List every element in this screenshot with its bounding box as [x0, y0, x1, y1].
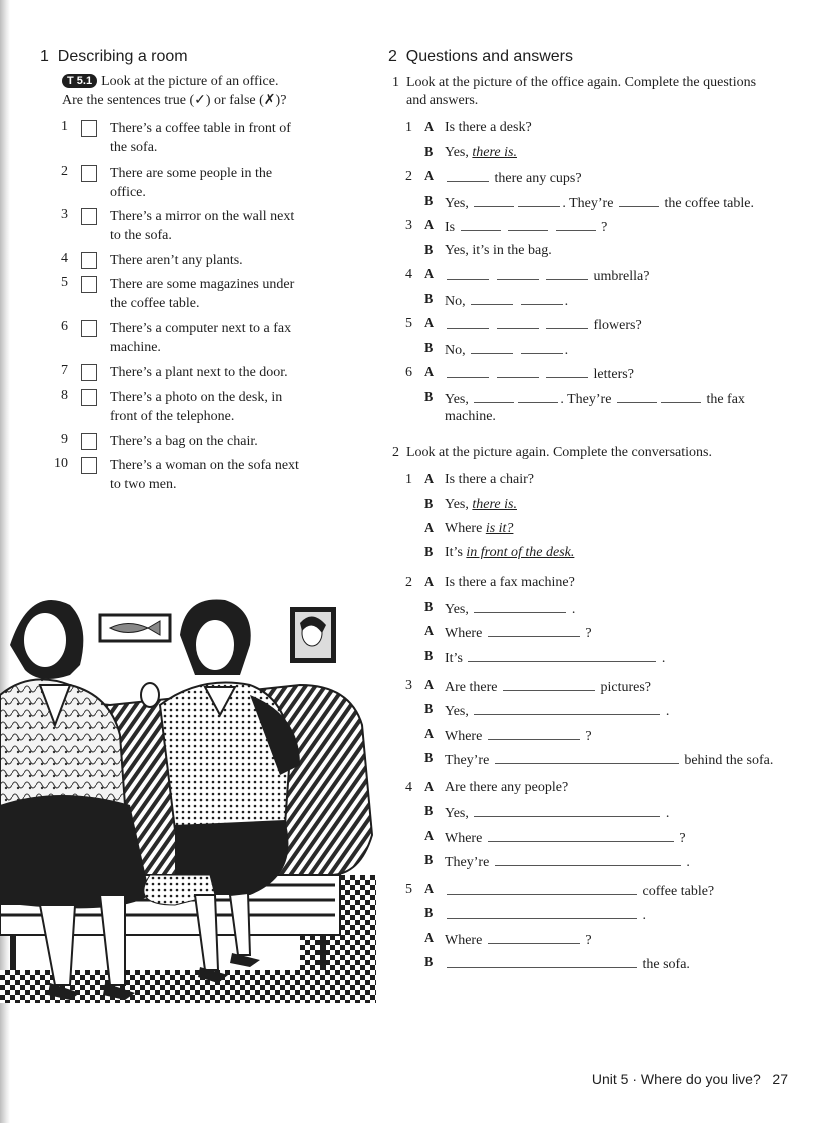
p2-c2-a1: Is there a fax machine? — [445, 575, 575, 590]
p1-q4-number: 4 — [405, 267, 412, 282]
true-false-checkbox[interactable] — [81, 276, 97, 293]
ex1-statement-line: front of the telephone. — [110, 409, 235, 424]
answer-blank[interactable] — [447, 316, 489, 329]
speaker-b: B — [424, 341, 434, 356]
p2-c5-a1: coffee table? — [445, 882, 714, 900]
p1-q3-number: 3 — [405, 218, 412, 233]
ex1-item-number: 5 — [61, 275, 68, 290]
ex1-statement — [110, 207, 320, 245]
ex1-item-number: 7 — [61, 363, 68, 378]
ex2-part1-instruction: Look at the picture of the office again. Complete the questions — [406, 75, 757, 90]
speaker-a: A — [424, 882, 435, 897]
ex1-statement — [110, 456, 320, 494]
ex2-part1-instruction-2: and answers. — [406, 93, 479, 108]
ex1-item-number: 1 — [61, 119, 68, 134]
ex1-statement — [110, 119, 320, 157]
answer-blank[interactable] — [447, 955, 637, 968]
p2-c5-a2: Where ? — [445, 933, 592, 948]
ex1-statement-line: There are some people in the — [110, 166, 273, 181]
speaker-a: A — [424, 727, 435, 742]
p1-q5-a: flowers? — [445, 316, 642, 334]
office-illustration — [0, 575, 376, 1005]
speaker-b: B — [424, 649, 434, 664]
p2-c4-a2: Where ? — [445, 831, 686, 846]
footer-separator: · — [632, 1071, 638, 1087]
speaker-a: A — [424, 780, 435, 795]
p2-c3-a2: Where ? — [445, 729, 592, 744]
p1-q5-number: 5 — [405, 316, 412, 331]
speaker-a: A — [424, 931, 435, 946]
ex1-statement — [110, 319, 320, 357]
answer-blank[interactable] — [546, 316, 588, 329]
p2-c4-b1: Yes, . — [445, 806, 670, 821]
answer-blank[interactable] — [468, 649, 656, 662]
speaker-a: A — [424, 829, 435, 844]
ex1-statement — [110, 432, 320, 451]
p2-c3-b2: They’re behind the sofa. — [445, 753, 774, 768]
speaker-b: B — [424, 751, 434, 766]
answer-blank[interactable] — [518, 194, 560, 207]
answer-blank[interactable] — [474, 390, 514, 403]
p2-c5-b1: . — [445, 906, 646, 924]
ex2-part2-number: 2 — [392, 445, 399, 460]
answer-blank[interactable] — [661, 390, 701, 403]
speaker-b: B — [424, 545, 434, 560]
p1-q2-number: 2 — [405, 169, 412, 184]
ex1-heading: 1 Describing a room — [40, 48, 188, 65]
p1-q2-a: there any cups? — [445, 169, 582, 187]
answer-blank[interactable] — [488, 624, 580, 637]
ex1-title: Describing a room — [57, 48, 188, 65]
ex1-statement-line: office. — [110, 185, 146, 200]
ex1-item-number: 4 — [61, 251, 68, 266]
p1-q6-a: letters? — [445, 365, 634, 383]
answer-blank[interactable] — [518, 390, 558, 403]
example-answer: there is. — [472, 145, 517, 160]
speaker-a: A — [424, 267, 435, 282]
answer-blank[interactable] — [474, 600, 566, 613]
p1-q4-b: No, . — [445, 294, 569, 309]
true-false-checkbox[interactable] — [81, 389, 97, 406]
ex1-instruction: T 5.1 Look at the picture of an office. — [62, 72, 278, 91]
speaker-b: B — [424, 292, 434, 307]
speaker-b: B — [424, 906, 434, 921]
answer-blank[interactable] — [474, 804, 660, 817]
ex1-statement-line: to the sofa. — [110, 228, 172, 243]
p2-c1-a1: Is there a chair? — [445, 472, 534, 487]
answer-blank[interactable] — [474, 194, 514, 207]
true-false-checkbox[interactable] — [81, 120, 97, 137]
p1-q3-a: Is ? — [445, 220, 608, 235]
ex1-statement-line: There aren’t any plants. — [110, 253, 243, 268]
answer-blank[interactable] — [617, 390, 657, 403]
answer-blank[interactable] — [447, 882, 637, 895]
ex1-item-number: 3 — [61, 207, 68, 222]
answer-blank[interactable] — [447, 267, 489, 280]
p1-q4-a: umbrella? — [445, 267, 649, 285]
ex1-item-number: 8 — [61, 388, 68, 403]
ex1-statement-line: to two men. — [110, 477, 177, 492]
p2-c1-a2: Where is it? — [445, 521, 514, 536]
ex1-statement-line: There’s a computer next to a fax — [110, 321, 292, 336]
ex1-statement — [110, 388, 320, 426]
answer-blank[interactable] — [461, 218, 501, 231]
ex1-statement-line: There are some magazines under — [110, 277, 295, 292]
example-answer: in front of the desk. — [466, 545, 575, 560]
speaker-b: B — [424, 955, 434, 970]
answer-blank[interactable] — [619, 194, 659, 207]
p2-c3-b1: Yes, . — [445, 704, 670, 719]
ex1-statement-line: the sofa. — [110, 140, 158, 155]
speaker-b: B — [424, 804, 434, 819]
p1-q1-number: 1 — [405, 120, 412, 135]
speaker-b: B — [424, 390, 434, 405]
answer-blank[interactable] — [556, 218, 596, 231]
ex1-item-number: 2 — [61, 164, 68, 179]
answer-blank[interactable] — [546, 365, 588, 378]
speaker-b: B — [424, 600, 434, 615]
ex1-statement-line: There’s a photo on the desk, in — [110, 390, 283, 405]
speaker-a: A — [424, 575, 435, 590]
audio-track-badge: T 5.1 — [62, 74, 97, 88]
ex1-statement-line: the coffee table. — [110, 296, 200, 311]
ex2-part2-instruction: Look at the picture again. Complete the conversations. — [406, 445, 712, 460]
p2-c5-b2: the sofa. — [445, 955, 690, 973]
speaker-a: A — [424, 521, 435, 536]
answer-blank[interactable] — [503, 678, 595, 691]
p1-q6-b: Yes, . They’re the fax — [445, 392, 745, 407]
ex1-instruction-2: Are the sentences true (✓) or false (✗)? — [62, 93, 287, 108]
p2-c5-number: 5 — [405, 882, 412, 897]
answer-blank[interactable] — [488, 727, 580, 740]
p1-q6-b-cont: machine. — [445, 409, 496, 424]
speaker-a: A — [424, 678, 435, 693]
example-answer: is it? — [485, 521, 514, 536]
answer-blank[interactable] — [447, 365, 489, 378]
p2-c4-a1: Are there any people? — [445, 780, 569, 795]
true-false-checkbox[interactable] — [81, 457, 97, 474]
true-false-checkbox[interactable] — [81, 364, 97, 381]
answer-blank[interactable] — [447, 169, 489, 182]
footer-title: Where do you live? — [640, 1071, 761, 1087]
p2-c3-a1: Are there pictures? — [445, 680, 651, 695]
ex1-item-number: 9 — [61, 432, 68, 447]
p2-c4-b2: They’re . — [445, 855, 690, 870]
answer-blank[interactable] — [495, 853, 681, 866]
footer-unit: Unit 5 — [591, 1071, 629, 1087]
answer-blank[interactable] — [521, 292, 563, 305]
answer-blank[interactable] — [474, 702, 660, 715]
answer-blank[interactable] — [495, 751, 679, 764]
answer-blank[interactable] — [546, 267, 588, 280]
speaker-a: A — [424, 218, 435, 233]
speaker-b: B — [424, 702, 434, 717]
page-footer — [592, 1071, 788, 1087]
ex1-statement-line: There’s a plant next to the door. — [110, 365, 288, 380]
ex1-statement — [110, 164, 320, 202]
ex1-statement — [110, 363, 320, 382]
p2-c4-number: 4 — [405, 780, 412, 795]
speaker-b: B — [424, 145, 434, 160]
p1-q5-b: No, . — [445, 343, 569, 358]
page-number: 27 — [772, 1071, 788, 1087]
answer-blank[interactable] — [508, 218, 548, 231]
ex1-statement-line: There’s a bag on the chair. — [110, 434, 258, 449]
ex1-statement-line: There’s a woman on the sofa next — [110, 458, 299, 473]
ex2-heading: 2 Questions and answers — [388, 48, 573, 65]
speaker-a: A — [424, 169, 435, 184]
p2-c2-b2: It’s . — [445, 651, 666, 666]
p2-c1-number: 1 — [405, 472, 412, 487]
ex1-item-number: 10 — [54, 456, 68, 471]
speaker-b: B — [424, 194, 434, 209]
speaker-a: A — [424, 120, 435, 135]
ex1-statement — [110, 275, 320, 313]
p2-c2-a2: Where ? — [445, 626, 592, 641]
ex2-title: Questions and answers — [405, 48, 573, 65]
answer-blank[interactable] — [497, 316, 539, 329]
true-false-checkbox[interactable] — [81, 320, 97, 337]
ex1-statement-line: machine. — [110, 340, 161, 355]
answer-blank[interactable] — [488, 931, 580, 944]
answer-blank[interactable] — [488, 829, 674, 842]
p1-q2-b: Yes, . They’re the coffee table. — [445, 196, 754, 211]
p1-q6-number: 6 — [405, 365, 412, 380]
p1-q1-b: Yes, there is. — [445, 145, 517, 160]
true-false-checkbox[interactable] — [81, 165, 97, 182]
p2-c1-b1: Yes, there is. — [445, 497, 517, 512]
speaker-b: B — [424, 243, 434, 258]
answer-blank[interactable] — [471, 341, 513, 354]
p2-c1-b2: It’s in front of the desk. — [445, 545, 575, 560]
speaker-b: B — [424, 497, 434, 512]
ex1-statement — [110, 251, 320, 270]
answer-blank[interactable] — [521, 341, 563, 354]
ex1-statement-line: There’s a coffee table in front of — [110, 121, 291, 136]
example-answer: there is. — [472, 497, 517, 512]
p1-q1-a: Is there a desk? — [445, 120, 532, 135]
p2-c3-number: 3 — [405, 678, 412, 693]
p1-q3-b: Yes, it’s in the bag. — [445, 243, 552, 258]
speaker-a: A — [424, 316, 435, 331]
answer-blank[interactable] — [497, 365, 539, 378]
answer-blank[interactable] — [471, 292, 513, 305]
ex1-item-number: 6 — [61, 319, 68, 334]
p2-c2-b1: Yes, . — [445, 602, 576, 617]
ex2-part1-number: 1 — [392, 75, 399, 90]
answer-blank[interactable] — [447, 906, 637, 919]
true-false-checkbox[interactable] — [81, 252, 97, 269]
speaker-b: B — [424, 853, 434, 868]
answer-blank[interactable] — [497, 267, 539, 280]
speaker-a: A — [424, 624, 435, 639]
true-false-checkbox[interactable] — [81, 433, 97, 450]
speaker-a: A — [424, 365, 435, 380]
p2-c2-number: 2 — [405, 575, 412, 590]
ex1-statement-line: There’s a mirror on the wall next — [110, 209, 295, 224]
speaker-a: A — [424, 472, 435, 487]
true-false-checkbox[interactable] — [81, 208, 97, 225]
